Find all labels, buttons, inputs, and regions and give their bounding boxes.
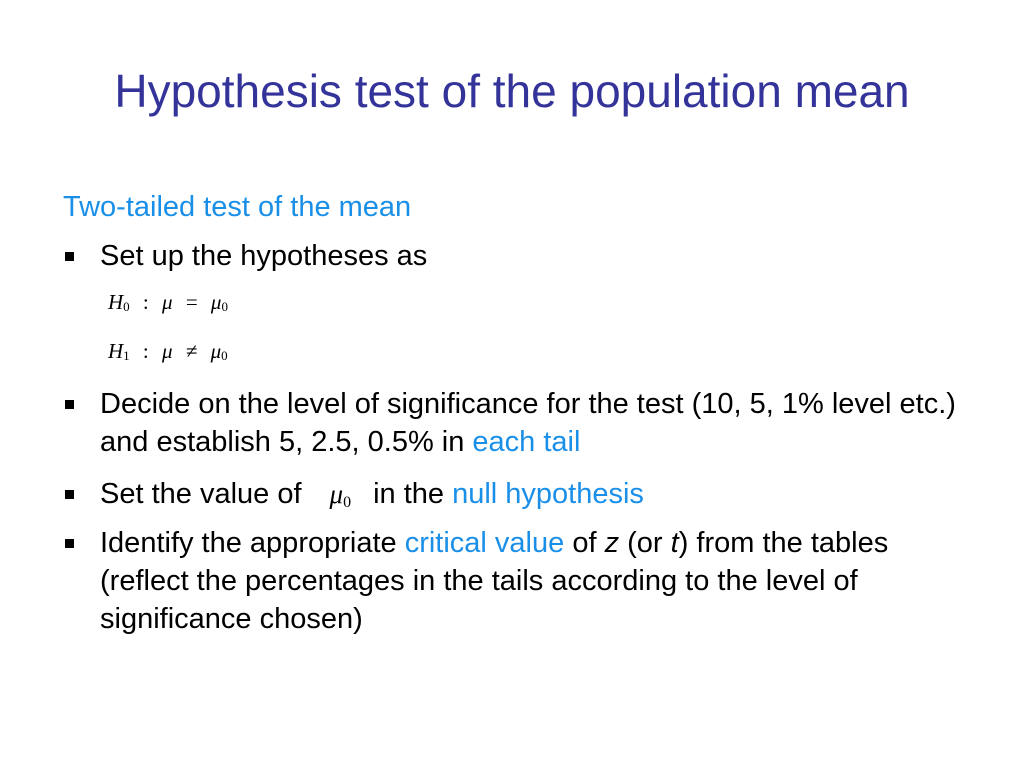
eq-h1-mu: μ <box>162 339 173 363</box>
eq-h0-rhs-sub: 0 <box>221 299 228 314</box>
eq-h1-op: ≠ <box>185 339 198 363</box>
bullet-item-3 <box>63 475 963 518</box>
bullet-marker <box>65 400 74 409</box>
bullet-marker <box>65 252 74 261</box>
bullet-item-4 <box>63 524 963 638</box>
bullet-4-or: (or <box>619 527 671 559</box>
bullet-text <box>100 475 963 518</box>
eq-h0-rhs: μ <box>210 290 222 314</box>
equation-h1 <box>108 339 228 364</box>
bullet-3-text: Set the value of <box>100 478 302 510</box>
bullet-4-z: z <box>604 527 620 559</box>
eq-h0-colon: : <box>142 290 149 314</box>
equation-h0 <box>108 290 228 315</box>
eq-h0-op: = <box>185 290 198 314</box>
bullet-3-highlight: null hypothesis <box>452 478 644 510</box>
bullet-4-t: t <box>670 527 679 559</box>
bullet-2-text: Decide on the level of significance for the test (10, 5, 1% level etc.) and establish 5, 2.5, 0.5% in <box>100 388 956 458</box>
eq-h1-colon: : <box>142 339 149 363</box>
bullet-4-of: of <box>564 527 605 559</box>
eq-h0-lhs: H <box>108 290 124 314</box>
bullet-item-1 <box>63 237 963 275</box>
eq-h1-rhs: μ <box>210 339 222 363</box>
eq-h1-lhs: H <box>108 339 124 363</box>
slide-subtitle: Two-tailed test of the mean <box>63 191 412 223</box>
eq-h1-rhs-sub: 0 <box>221 348 228 363</box>
bullet-text: Set up the hypotheses as <box>100 240 428 272</box>
bullet-marker <box>65 490 74 499</box>
bullet-4-after: ) from the tables (reflect the percentages in the tails according to the level of significance chosen) <box>100 527 889 635</box>
bullet-4-text: Identify the appropriate <box>100 527 405 559</box>
bullet-item-2 <box>63 385 963 461</box>
eq-h1-lhs-sub: 1 <box>123 348 130 363</box>
mu-sub: 0 <box>343 494 352 511</box>
eq-h0-lhs-sub: 0 <box>123 299 130 314</box>
bullet-text <box>100 385 963 461</box>
bullet-2-highlight: each tail <box>472 426 581 458</box>
bullet-marker <box>65 539 74 548</box>
slide-title: Hypothesis test of the population mean <box>114 65 910 117</box>
mu-symbol: μ <box>329 479 344 509</box>
bullet-4-highlight: critical value <box>404 527 565 559</box>
mu-zero-symbol <box>330 479 352 509</box>
bullet-text <box>100 524 963 638</box>
bullet-3-middle: in the <box>373 478 453 510</box>
eq-h0-mu: μ <box>162 290 173 314</box>
